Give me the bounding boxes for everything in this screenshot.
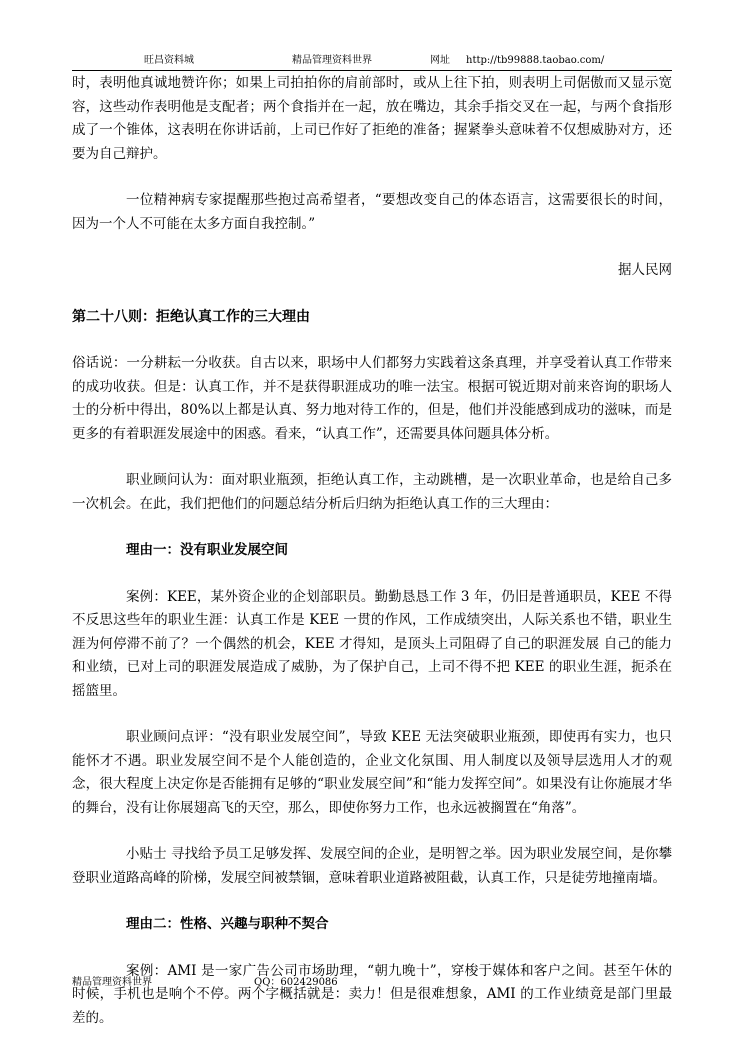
paragraph-consultant-view: 职业顾问认为：面对职业瓶颈，拒绝认真工作，主动跳槽，是一次职业革命，也是给自己多一次机会。在此，我们把他们的问题总结分析后归纳为拒绝认真工作的三大理由：: [72, 472, 672, 512]
page-header: [72, 54, 672, 71]
paragraph-expert-quote: 一位精神病专家提醒那些抱过高希望者，“要想改变自己的体态语言，这需要很长的时间，因为一个人不可能在太多方面自我控制。”: [72, 192, 672, 232]
paragraph-intro: 俗话说：一分耕耘一分收获。自古以来，职场中人们都努力实践着这条真理，并享受着认真工作带来的成功收获。但是：认真工作，并不是获得职涯成功的唯一法宝。根据可锐近期对前来咨询的职场人士的分析中得出，80%以上都是认真、努力地对待工作的，但是，他们并没能感到成功的滋味，而是更多的有着职涯发展途中的困惑。看来，“认真工作”，还需要具体问题具体分析。: [72, 355, 672, 442]
header-left-text: 旺昌资料城: [144, 55, 194, 66]
section-title: 第二十八则：拒绝认真工作的三大理由: [72, 308, 310, 325]
source-attribution: 据人民网: [618, 262, 672, 278]
paragraph-consultant-comment: 职业顾问点评：“没有职业发展空间”，导致 KEE 无法突破职业瓶颈，即使再有实力，也只能怀才不遇。职业发展空间不是个人能创造的，企业文化氛围、用人制度以及领导层选用人才的观念，很大程度上决定你是否能拥有足够的“职业发展空间”和“能力发挥空间”。如果没有让你施展才华的舞台，没有让你展翅高飞的天空，那么，即使你努力工作，也永远被搁置在“角落”。: [72, 729, 672, 816]
reason-one-title: 理由一：没有职业发展空间: [126, 542, 288, 558]
footer-left-text: 精品管理资料世界: [72, 977, 152, 988]
footer-qq-text: QQ：602429086: [254, 977, 338, 988]
paragraph-tip: 小贴士 寻找给予员工足够发挥、发展空间的企业，是明智之举。因为职业发展空间，是你攀登职业道路高峰的阶梯，发展空间被禁锢，意味着职业道路被阻截，认真工作，只是徒劳地撞南墙。: [72, 846, 672, 886]
header-url-label: 网址: [430, 55, 450, 66]
reason-two-title: 理由二：性格、兴趣与职种不契合: [126, 916, 329, 932]
paragraph-body-language: 时，表明他真诚地赞许你；如果上司拍拍你的肩前部时，或从上往下拍，则表明上司倨傲而又显示宽容，这些动作表明他是支配者；两个食指并在一起，放在嘴边，其余手指交叉在一起，与两个食指形成了一个锥体，这表明在你讲话前，上司已作好了拒绝的准备；握紧拳头意味着不仅想威胁对方，还要为自己辩护。: [72, 75, 672, 162]
paragraph-case-ami: 案例：AMI 是一家广告公司市场助理，“朝九晚十”，穿梭于媒体和客户之间。甚至午休的时候，手机也是响个不停。两个字概括就是：卖力！但是很难想象，AMI 的工作业绩竟是部门里最差的。: [72, 962, 672, 1026]
paragraph-case-kee: 案例：KEE，某外资企业的企划部职员。勤勤恳恳工作 3 年，仍旧是普通职员，KEE 不得不反思这些年的职业生涯：认真工作是 KEE 一贯的作风，工作成绩突出，人际关系也不错，职业生涯为何停滞不前了？一个偶然的机会，KEE 才得知，是顶头上司阻碍了自己的职涯发展 自己的能力和业绩，已对上司的职涯发展造成了威胁，为了保护自己，上司不得不把 KEE 的职业生涯，扼杀在摇篮里。: [72, 588, 672, 699]
header-url-link[interactable]: http://tb99888.taobao.com/: [466, 55, 605, 66]
header-center-text: 精品管理资料世界: [292, 55, 372, 66]
document-body: [72, 72, 672, 1030]
